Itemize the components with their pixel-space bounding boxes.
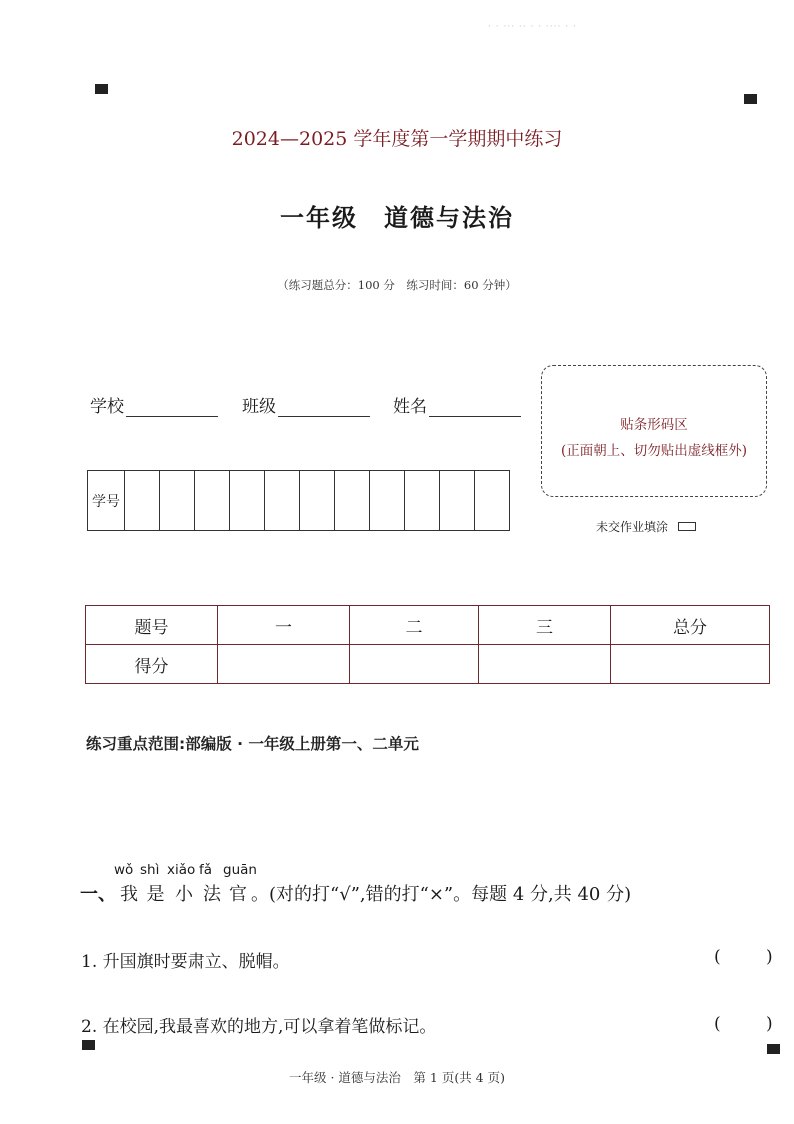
score-header-cell: 总分 — [611, 606, 770, 645]
exam-year-title: 2024—2025 学年度第一学期期中练习 — [231, 128, 563, 150]
school-label: 学校 — [90, 397, 124, 417]
name-label: 姓名 — [393, 397, 427, 417]
student-id-cell[interactable] — [440, 471, 475, 531]
score-cell[interactable] — [218, 645, 350, 684]
score-header-cell: 一 — [218, 606, 350, 645]
answer-paren-close[interactable]: ) — [766, 947, 773, 967]
student-id-cell[interactable] — [230, 471, 265, 531]
class-blank[interactable] — [278, 398, 370, 417]
score-header-cell: 题号 — [86, 606, 218, 645]
class-label: 班级 — [242, 397, 276, 417]
student-id-cell[interactable] — [160, 471, 195, 531]
score-row-label: 得分 — [86, 645, 218, 684]
score-cell[interactable] — [611, 645, 770, 684]
student-id-cell[interactable] — [475, 471, 510, 531]
subject-title: 道德与法治 — [384, 203, 514, 232]
score-cell[interactable] — [479, 645, 611, 684]
barcode-area — [541, 365, 767, 497]
exam-info: （练习题总分：100 分 练习时间：60 分钟） — [277, 278, 517, 292]
header-faint-text: · · ··· ·· · · ···· · · — [488, 22, 577, 32]
section-one-title — [80, 880, 631, 906]
student-id-cell[interactable] — [125, 471, 160, 531]
class-field[interactable] — [242, 392, 370, 417]
question-2: 2. 在校园,我最喜欢的地方,可以拿着笔做标记。 — [81, 1017, 437, 1037]
practice-scope: 练习重点范围:部编版 · 一年级上册第一、二单元 — [86, 735, 419, 753]
student-id-cell[interactable] — [265, 471, 300, 531]
score-header-cell: 三 — [479, 606, 611, 645]
exam-main-title — [0, 198, 794, 233]
question-1: 1. 升国旗时要肃立、脱帽。 — [81, 952, 290, 972]
pinyin-row — [114, 862, 631, 878]
section-number: 一、 — [80, 884, 116, 905]
student-id-label: 学号 — [88, 471, 125, 531]
score-table — [85, 605, 770, 684]
student-id-cell[interactable] — [335, 471, 370, 531]
registration-mark-top-right — [744, 94, 757, 104]
registration-mark-bottom-right — [767, 1044, 780, 1054]
pinyin: wǒ — [114, 862, 134, 878]
page-footer: 一年级 · 道德与法治 第 1 页(共 4 页) — [289, 1070, 505, 1085]
not-submitted-checkbox[interactable] — [678, 522, 696, 531]
student-id-cell[interactable] — [370, 471, 405, 531]
school-field[interactable] — [90, 392, 218, 417]
not-submitted-label: 未交作业填涂 — [596, 520, 669, 534]
title-char: 我 — [120, 884, 138, 905]
answer-paren-open[interactable]: ( — [714, 947, 721, 967]
barcode-title: 贴条形码区 — [620, 417, 688, 433]
title-char: 法 — [203, 884, 221, 905]
student-id-grid — [87, 470, 510, 531]
pinyin: shì — [140, 862, 160, 878]
pinyin: xiǎo — [167, 862, 196, 878]
student-id-cell[interactable] — [195, 471, 230, 531]
school-blank[interactable] — [126, 398, 218, 417]
section-one-heading — [80, 862, 631, 906]
answer-paren-open[interactable]: ( — [714, 1014, 721, 1034]
title-char: 官 — [229, 884, 247, 905]
registration-mark-top-left — [95, 84, 108, 94]
registration-mark-bottom-left — [82, 1040, 95, 1050]
student-id-cell[interactable] — [405, 471, 440, 531]
barcode-note: (正面朝上、切勿贴出虚线框外) — [560, 443, 748, 459]
student-id-cell[interactable] — [300, 471, 335, 531]
name-blank[interactable] — [429, 398, 521, 417]
pinyin: guān — [223, 862, 257, 878]
section-instruction: 。(对的打“√”,错的打“×”。每题 4 分,共 40 分) — [251, 884, 632, 905]
pinyin: fǎ — [199, 862, 213, 878]
not-submitted-mark — [596, 518, 696, 535]
score-header-cell: 二 — [350, 606, 479, 645]
score-cell[interactable] — [350, 645, 479, 684]
answer-paren-close[interactable]: ) — [766, 1014, 773, 1034]
title-char: 是 — [146, 884, 165, 905]
name-field[interactable] — [393, 392, 521, 417]
title-char: 小 — [175, 884, 193, 905]
grade-title: 一年级 — [280, 203, 358, 232]
